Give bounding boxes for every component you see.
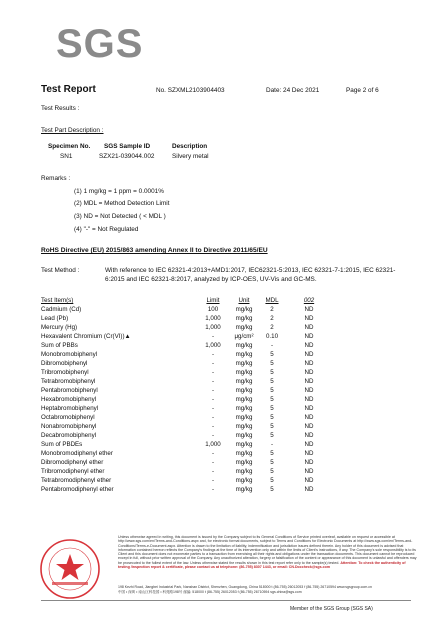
mdl-cell: 5 — [270, 477, 274, 484]
header-test-items: Test Item(s) — [41, 297, 74, 304]
test-item-cell: Decabromobiphenyl — [41, 432, 97, 439]
test-item-cell: Tribromodiphenyl ether — [41, 468, 105, 475]
table-row — [41, 332, 381, 341]
result-cell: ND — [304, 306, 314, 313]
result-cell: ND — [304, 351, 314, 358]
mdl-cell: 5 — [270, 414, 274, 421]
report-title: Test Report — [41, 84, 96, 95]
test-item-cell: Hexavalent Chromium (Cr(VI))▲ — [41, 333, 131, 340]
result-cell: ND — [304, 315, 314, 322]
unit-cell: μg/cm² — [234, 333, 254, 340]
result-cell: ND — [304, 333, 314, 340]
authenticity-warning: Attention: To check the authenticity of testing /inspection report & certificate, please contact us at telephone: (86-755) 8307 1443, or email: CN.Doccheck@sgs.com — [118, 560, 406, 570]
result-cell: ND — [304, 414, 314, 421]
mdl-cell: 2 — [270, 306, 274, 313]
mdl-cell: 5 — [270, 351, 274, 358]
header-unit: Unit — [238, 297, 250, 304]
unit-cell: mg/kg — [235, 351, 253, 358]
test-item-cell: Pentabromobiphenyl — [41, 387, 98, 394]
test-item-cell: Sum of PBBs — [41, 342, 78, 349]
result-cell: ND — [304, 441, 314, 448]
test-item-cell: Monobromobiphenyl — [41, 351, 98, 358]
terms-text: Unless otherwise agreed in writing, this document is issued by the Company subject to its General Conditions of Service printed overleaf, available on request or accessible at http://www.sgs.com/en/Terms-and-Conditions.aspx and, for electronic format documents, subject to Terms and Conditions for Electronic Documents at http://www.sgs.com/en/Terms-and-Conditions/Terms-e-Document.aspx. Attention is drawn to the limitation of liability, indemnification and jurisdiction issues defined therein. Any holder of this document is advised that information contained hereon reflects the Company's findings at the time of its intervention only and within the limits of Client's instructions, if any. The Company's sole responsibility is to its Client and this document does not exonerate parties to a transaction from exercising all their rights and obligations under the transaction documents. This document cannot be reproduced except in full, without prior written approval of the Company. Any unauthorized alteration, forgery or falsification of the content or appearance of this document is unlawful and offenders may be prosecuted to the fullest extent of the law. Unless otherwise stated the results shown in this test report refer only to the sample(s) tested. — [118, 535, 417, 565]
test-item-cell: Sum of PBDEs — [41, 441, 83, 448]
limit-cell: - — [211, 423, 215, 430]
mdl-cell: 5 — [270, 360, 274, 367]
result-cell: ND — [304, 486, 314, 493]
mdl-cell: 5 — [270, 396, 274, 403]
table-row — [41, 449, 381, 458]
unit-cell: mg/kg — [235, 405, 253, 412]
unit-cell: mg/kg — [235, 324, 253, 331]
test-item-cell: Mercury (Hg) — [41, 324, 78, 331]
table-row — [41, 350, 381, 359]
unit-cell: mg/kg — [235, 459, 253, 466]
table-row — [41, 476, 381, 485]
limit-cell: - — [211, 486, 215, 493]
page-number: Page 2 of 6 — [346, 87, 379, 94]
remark-item: (4) "-" = Not Regulated — [74, 226, 139, 233]
table-row — [41, 431, 381, 440]
unit-cell: mg/kg — [235, 315, 253, 322]
mdl-cell: 5 — [270, 486, 274, 493]
test-item-cell: Lead (Pb) — [41, 315, 69, 322]
terms-fine-print — [118, 535, 418, 569]
mdl-cell: 5 — [270, 369, 274, 376]
member-of-sgs-group: Member of the SGS Group (SGS SA) — [290, 606, 373, 612]
test-item-cell: Dibromobiphenyl — [41, 360, 88, 367]
mdl-cell: 5 — [270, 378, 274, 385]
mdl-cell: 5 — [270, 468, 274, 475]
test-item-cell: Heptabromobiphenyl — [41, 405, 99, 412]
unit-cell: mg/kg — [235, 450, 253, 457]
test-item-cell: Tetrabromodiphenyl ether — [41, 477, 112, 484]
limit-cell: - — [211, 477, 215, 484]
mdl-cell: - — [270, 342, 274, 349]
limit-cell: 100 — [207, 306, 219, 313]
remark-item: (3) ND = Not Detected ( < MDL ) — [74, 213, 166, 220]
table-row — [41, 368, 381, 377]
col-description: Description — [172, 143, 208, 150]
unit-cell: mg/kg — [235, 378, 253, 385]
table-row — [41, 440, 381, 449]
limit-cell: - — [211, 351, 215, 358]
test-method-text: With reference to IEC 62321-4:2013+AMD1:2017, IEC62321-5:2013, IEC 62321-7-1:2015, IEC 62321-6:2015 and IEC 62321-8:2017, analyzed by ICP-OES, UV-Vis and GC-MS. — [105, 267, 396, 283]
result-cell: ND — [304, 477, 314, 484]
unit-cell: mg/kg — [235, 477, 253, 484]
test-item-cell: Dibromodiphenyl ether — [41, 459, 104, 466]
table-row — [41, 377, 381, 386]
header-result-002: 002 — [303, 297, 315, 304]
mdl-cell: 5 — [270, 432, 274, 439]
limit-cell: - — [211, 450, 215, 457]
description-value: Silvery metal — [172, 153, 209, 160]
test-item-cell: Nonabromobiphenyl — [41, 423, 97, 430]
test-method-label: Test Method : — [41, 267, 80, 274]
table-row — [41, 305, 381, 314]
remark-item: (1) 1 mg/kg = 1 ppm = 0.0001% — [74, 188, 164, 195]
result-cell: ND — [304, 450, 314, 457]
mdl-cell: 0.10 — [265, 333, 279, 340]
limit-cell: - — [211, 387, 215, 394]
result-cell: ND — [304, 360, 314, 367]
table-body — [41, 305, 381, 494]
limit-cell: - — [211, 459, 215, 466]
table-row — [41, 458, 381, 467]
unit-cell: mg/kg — [235, 396, 253, 403]
table-row — [41, 413, 381, 422]
test-item-cell: Octabromobiphenyl — [41, 414, 95, 421]
limit-cell: - — [211, 396, 215, 403]
results-table — [41, 296, 381, 494]
result-cell: ND — [304, 396, 314, 403]
col-specimen-no: Specimen No. — [48, 143, 91, 150]
report-number: No. SZXML2103904403 — [156, 87, 225, 94]
company-seal-stamp — [38, 537, 102, 601]
test-item-cell: Monobromodiphenyl ether — [41, 450, 113, 457]
test-item-cell: Tribromobiphenyl — [41, 369, 89, 376]
result-cell: ND — [304, 405, 314, 412]
unit-cell: mg/kg — [235, 342, 253, 349]
mdl-cell: 5 — [270, 450, 274, 457]
result-cell: ND — [304, 387, 314, 394]
table-row — [41, 386, 381, 395]
limit-cell: - — [211, 369, 215, 376]
limit-cell: - — [211, 378, 215, 385]
unit-cell: mg/kg — [235, 486, 253, 493]
result-cell: ND — [304, 468, 314, 475]
test-results-label: Test Results : — [41, 105, 80, 112]
unit-cell: mg/kg — [235, 423, 253, 430]
limit-cell: - — [211, 414, 215, 421]
table-row — [41, 341, 381, 350]
footer-divider — [41, 600, 411, 601]
mdl-cell: 2 — [270, 315, 274, 322]
table-row — [41, 359, 381, 368]
test-item-cell: Tetrabromobiphenyl — [41, 378, 96, 385]
table-row — [41, 404, 381, 413]
unit-cell: mg/kg — [235, 414, 253, 421]
test-part-heading: Test Part Description : — [41, 127, 104, 134]
table-row — [41, 467, 381, 476]
company-address — [118, 585, 418, 594]
limit-cell: - — [211, 405, 215, 412]
unit-cell: mg/kg — [235, 432, 253, 439]
rohs-directive-title: RoHS Directive (EU) 2015/863 amending Annex II to Directive 2011/65/EU — [41, 247, 268, 254]
unit-cell: mg/kg — [235, 387, 253, 394]
unit-cell: mg/kg — [235, 306, 253, 313]
header-mdl: MDL — [265, 297, 279, 304]
address-line: 中国 • 深圳 • 南山区科技园 • 科苑路198号 邮编: 518000 t (86-755) 26012053 f (86-755) 26710594 sgs.china@sgs.com — [118, 589, 302, 594]
unit-cell: mg/kg — [235, 441, 253, 448]
table-header-row — [41, 296, 381, 305]
limit-cell: - — [211, 333, 215, 340]
report-date: Date: 24 Dec 2021 — [266, 87, 320, 94]
result-cell: ND — [304, 324, 314, 331]
result-cell: ND — [304, 423, 314, 430]
result-cell: ND — [304, 369, 314, 376]
limit-cell: 1,000 — [205, 315, 221, 322]
limit-cell: - — [211, 468, 215, 475]
remarks-label: Remarks : — [41, 175, 71, 182]
mdl-cell: 2 — [270, 324, 274, 331]
limit-cell: 1,000 — [205, 324, 221, 331]
unit-cell: mg/kg — [235, 369, 253, 376]
header-limit: Limit — [206, 297, 220, 304]
test-item-cell: Pentabromodiphenyl ether — [41, 486, 114, 493]
result-cell: ND — [304, 459, 314, 466]
mdl-cell: 5 — [270, 423, 274, 430]
limit-cell: 1,000 — [205, 441, 221, 448]
mdl-cell: 5 — [270, 459, 274, 466]
remark-item: (2) MDL = Method Detection Limit — [74, 200, 170, 207]
table-row — [41, 485, 381, 494]
table-row — [41, 323, 381, 332]
limit-cell: - — [211, 360, 215, 367]
result-cell: ND — [304, 342, 314, 349]
address-line: 198 Kezhi Road, Jiangbei Industrial Park, Nanshan District, Shenzhen, Guangdong, China 518000 t (86-755) 26012053 f (86-755) 26710594 www.sgsgroup.com.cn — [118, 585, 372, 589]
table-row — [41, 422, 381, 431]
sample-id-value: SZX21-039044.002 — [99, 153, 155, 160]
result-cell: ND — [304, 378, 314, 385]
col-sgs-sample-id: SGS Sample ID — [104, 143, 151, 150]
table-row — [41, 395, 381, 404]
test-item-cell: Cadmium (Cd) — [41, 306, 82, 313]
mdl-cell: - — [270, 441, 274, 448]
result-cell: ND — [304, 432, 314, 439]
mdl-cell: 5 — [270, 387, 274, 394]
table-row — [41, 314, 381, 323]
limit-cell: 1,000 — [205, 342, 221, 349]
specimen-no-value: SN1 — [60, 153, 73, 160]
test-item-cell: Hexabromobiphenyl — [41, 396, 97, 403]
mdl-cell: 5 — [270, 405, 274, 412]
sgs-logo: SGS — [56, 22, 144, 66]
unit-cell: mg/kg — [235, 468, 253, 475]
limit-cell: - — [211, 432, 215, 439]
unit-cell: mg/kg — [235, 360, 253, 367]
